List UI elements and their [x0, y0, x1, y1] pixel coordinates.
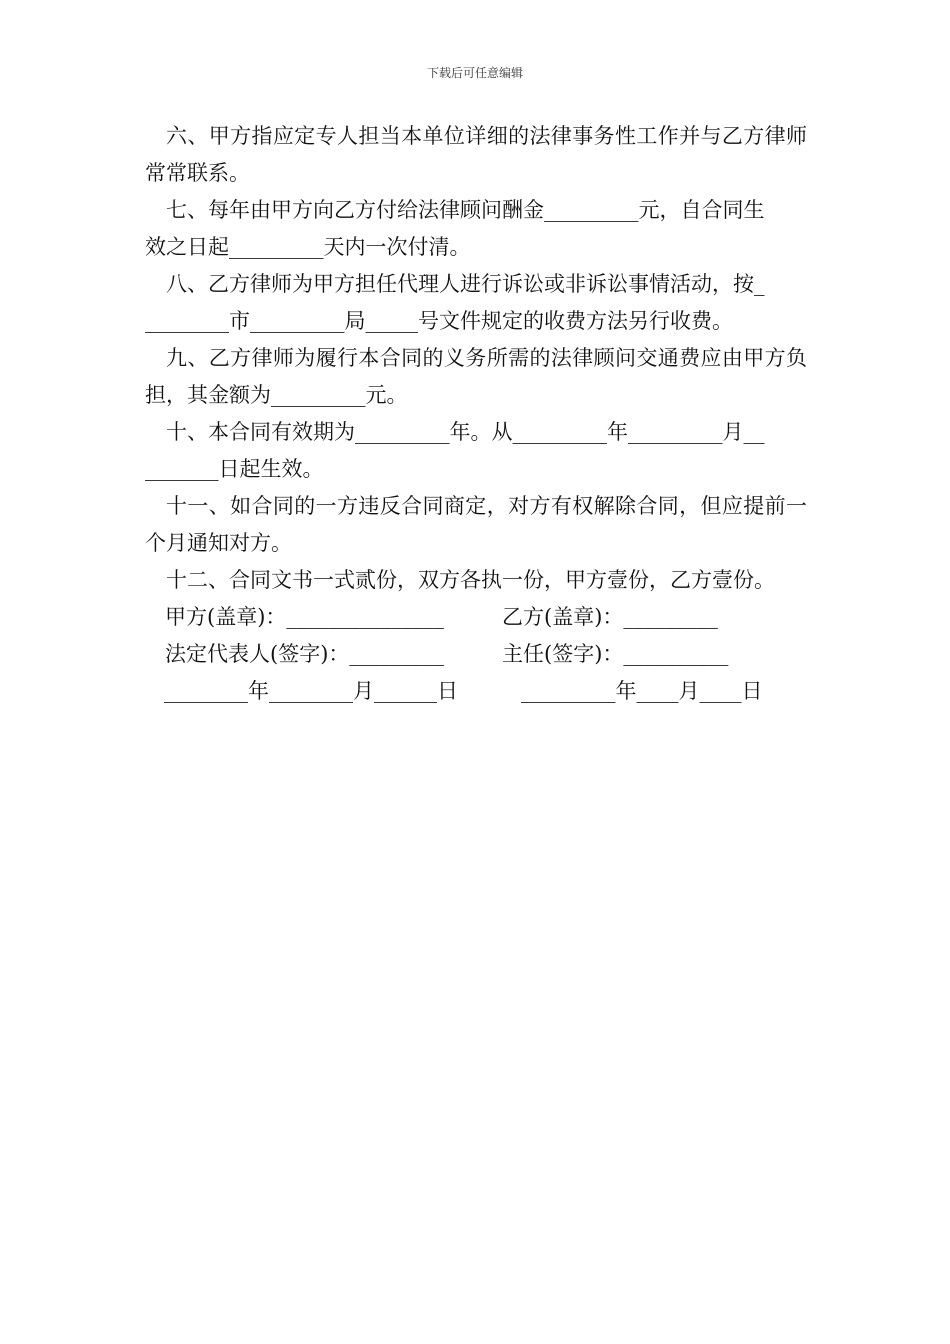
clause-9: 九、乙方律师为履行本合同的义务所需的法律顾问交通费应由甲方负担，其金额为_________元。 [145, 346, 807, 407]
signature-row-seal [145, 599, 807, 636]
clause-7 [145, 192, 807, 266]
clause-10-line-2: _______日起生效。 [145, 457, 324, 481]
page-header: 下载后可任意编辑 [426, 66, 523, 80]
clause-8 [145, 266, 807, 340]
signature-block [145, 599, 807, 710]
clause-11: 十一、如合同的一方违反合同商定，对方有权解除合同，但应提前一个月通知对方。 [145, 494, 807, 555]
party-b-date: _________年____月____日 [521, 679, 763, 703]
signature-row-sign [145, 636, 807, 673]
clause-7-line-2: 效之日起_________天内一次付清。 [145, 235, 471, 259]
clause-8-line-2: ________市_________局_____号文件规定的收费方法另行收费。 [145, 309, 733, 333]
director-signature: 主任(签字)：__________ [502, 642, 729, 666]
signature-row-date [145, 673, 807, 710]
clause-12: 十二、合同文书一式贰份，双方各执一份，甲方壹份，乙方壹份。 [166, 568, 775, 592]
clause-10-line-1: 十、本合同有效期为_________年。从_________年_________月__ [166, 420, 765, 444]
party-a-seal: 甲方(盖章)：_______________ [165, 605, 444, 629]
clause-8-line-1: 八、乙方律师为甲方担任代理人进行诉讼或非诉讼事情活动，按_ [166, 272, 765, 296]
party-b-seal: 乙方(盖章)：_________ [502, 605, 718, 629]
party-a-date: ________年________月______日 [164, 679, 458, 703]
contract-body [145, 118, 807, 710]
clause-6: 六、甲方指应定专人担当本单位详细的法律事务性工作并与乙方律师常常联系。 [145, 124, 807, 185]
clause-7-line-1: 七、每年由甲方向乙方付给法律顾问酬金_________元，自合同生 [166, 198, 765, 222]
clause-10 [145, 414, 807, 488]
legal-representative-signature: 法定代表人(签字)：_________ [165, 642, 444, 666]
